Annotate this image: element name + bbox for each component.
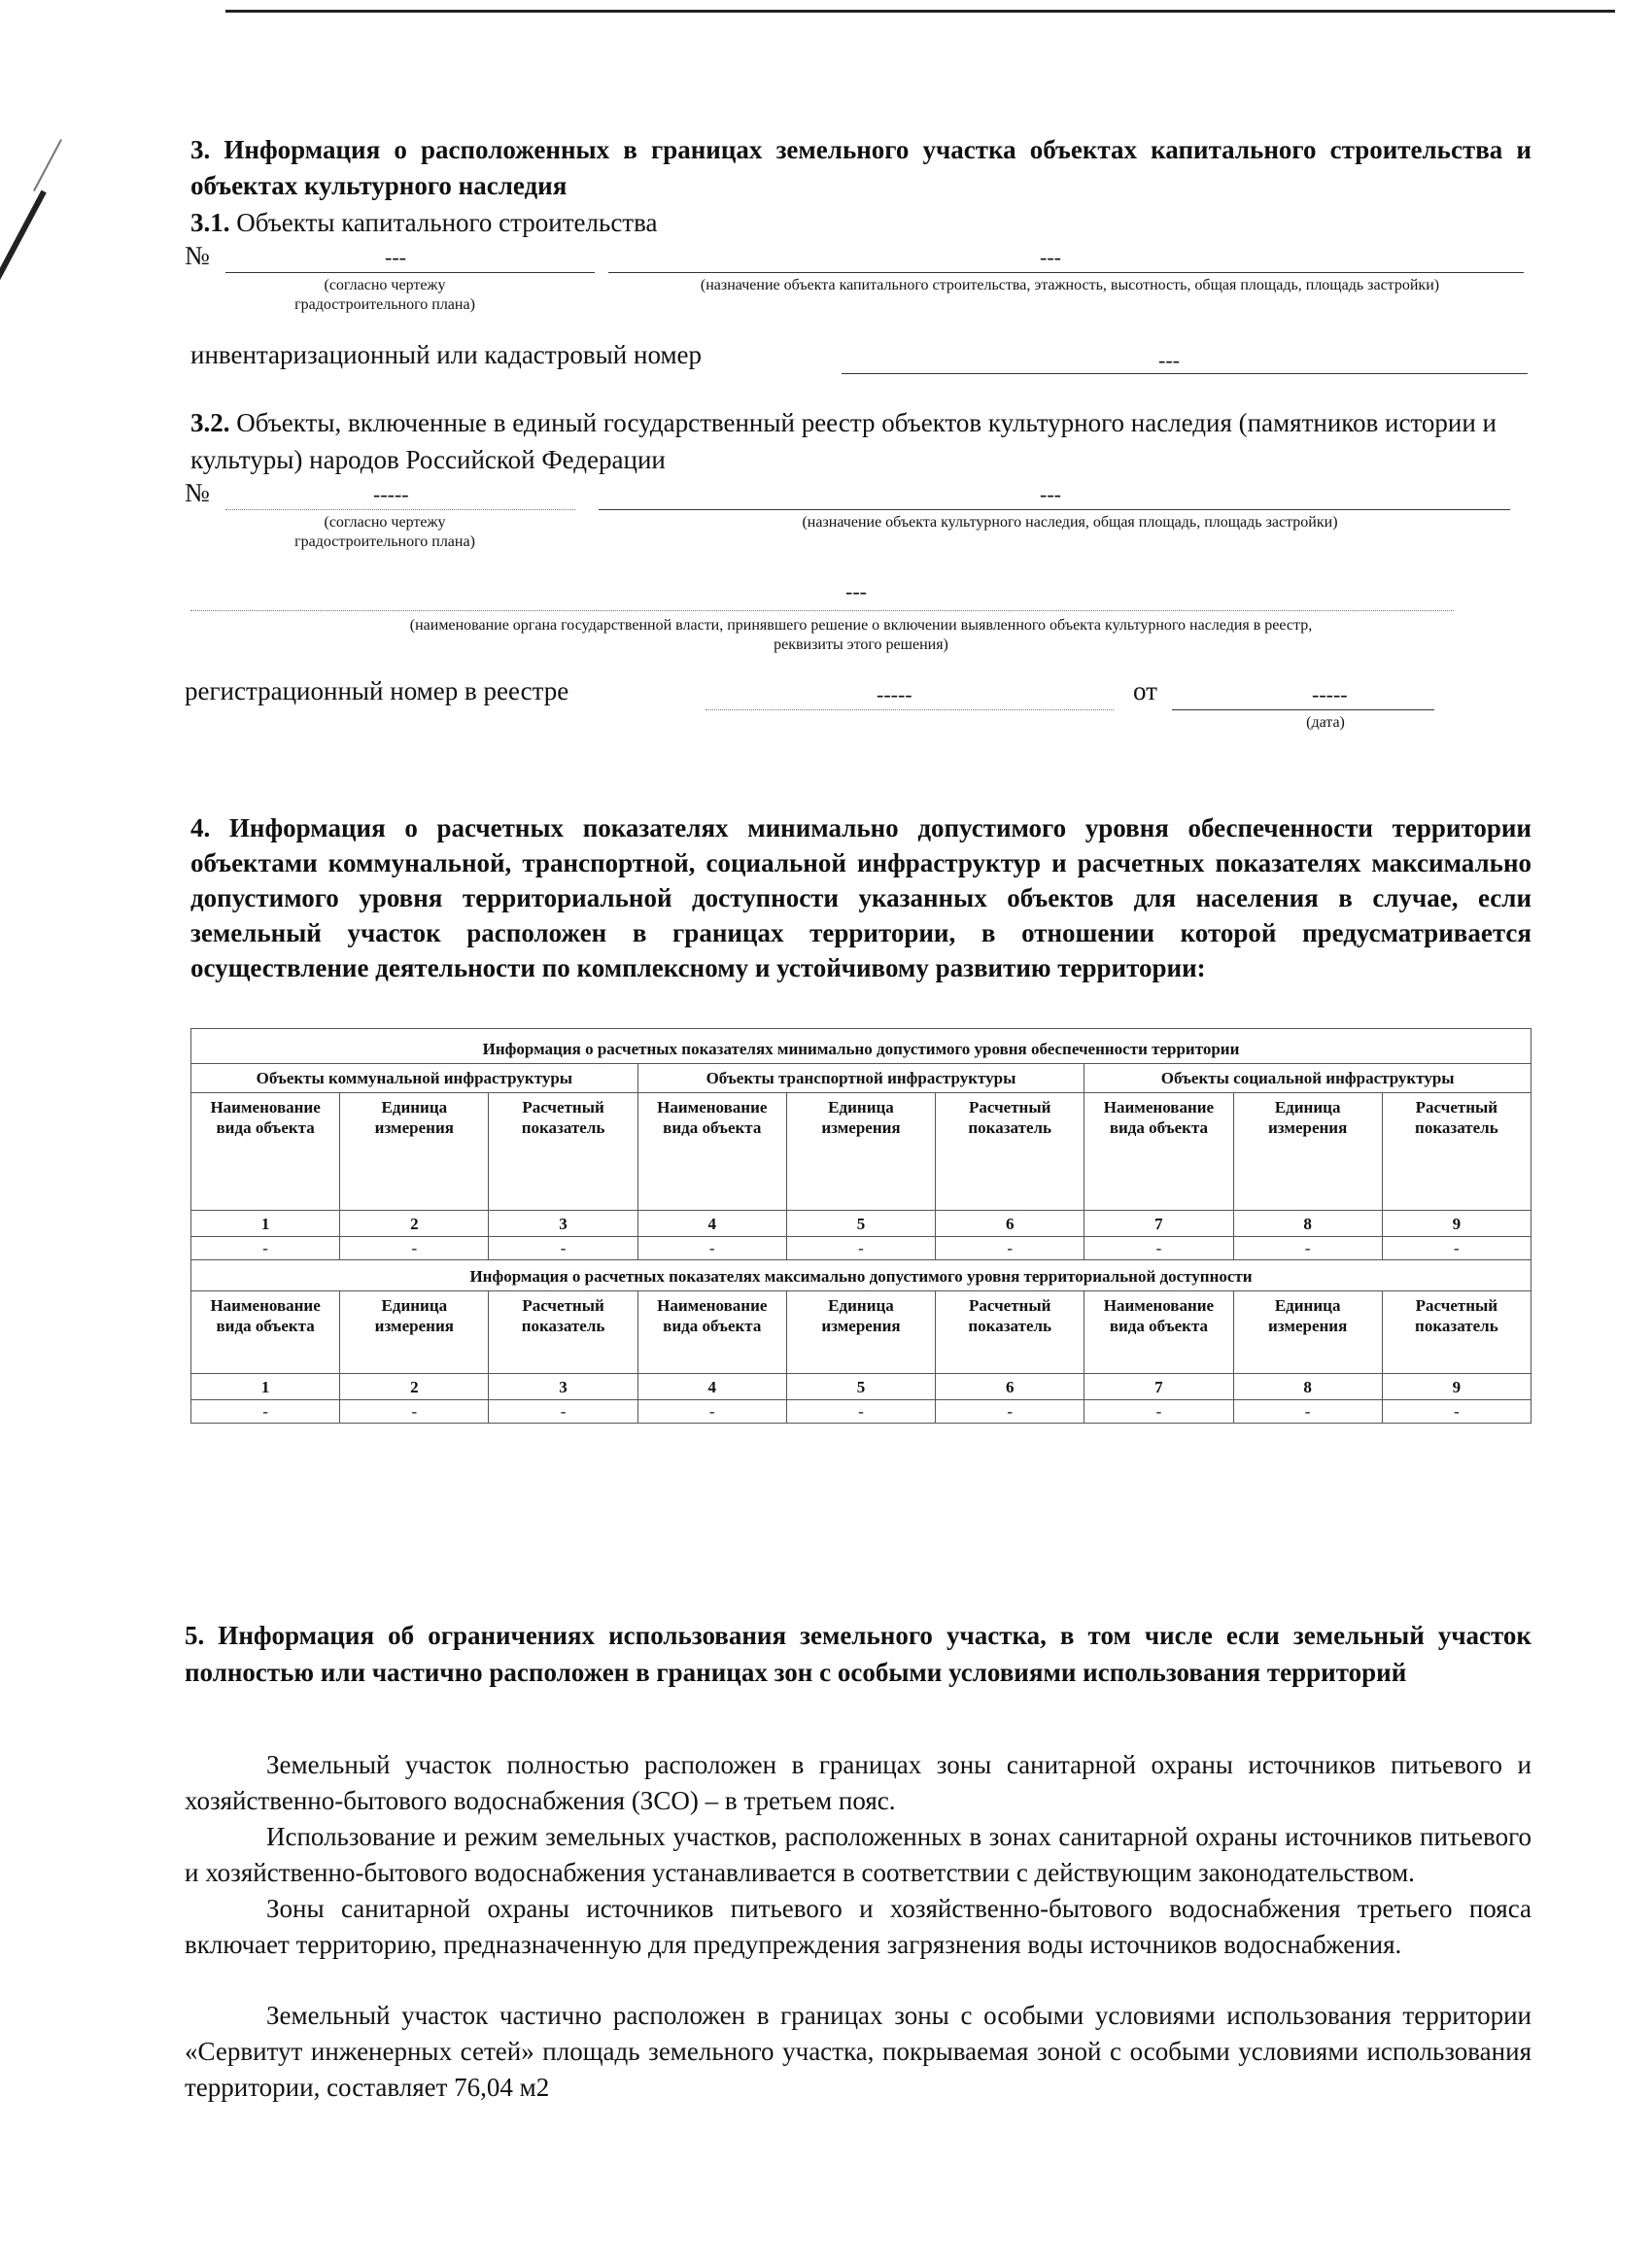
paragraph: Земельный участок частично расположен в границах зоны с особыми условиями использования территории «Сервитут инженерных сетей» площадь земельного участка, покрываемая зоной с особыми условиями использования территории, составляет 76,04 м2 [185,2001,1532,2102]
table-title-min: Информация о расчетных показателях минимально допустимого уровня обеспеченности территории [191,1029,1532,1064]
table-cell-value: - [1233,1400,1382,1424]
heritage-number-fill-line [225,509,575,510]
table-row-headers-min [191,1093,1532,1211]
col-number: 8 [1233,1374,1382,1400]
heritage-number-sign: № [185,478,210,507]
inventory-value: --- [1158,348,1180,372]
inventory-number-row [190,338,1532,381]
table-row-values-max [191,1400,1532,1424]
table-cell-value: - [1382,1237,1531,1260]
table-cell-value: - [637,1237,786,1260]
object-number-value: --- [385,245,406,269]
table-row-values-min [191,1237,1532,1260]
registry-date-value: ----- [1312,682,1348,706]
caption-object-purpose: (назначение объекта капитального строительства, этажность, высотность, общая площадь, площадь застройки) [700,277,1440,293]
table-cell-value: - [637,1400,786,1424]
inventory-fill-line [842,373,1528,374]
heritage-purpose-fill-line [599,509,1510,510]
inventory-label: инвентаризационный или кадастровый номер [190,340,703,369]
group-social: Объекты социальной инфраструктуры [1084,1064,1532,1093]
caption-government-organ: (наименование органа государственной власти, принявшего решение о включении выявленного объекта культурного наследия в реестр, реквизиты этого решения) [409,617,1313,653]
table-row-groups [191,1064,1532,1093]
government-organ-row [190,571,1532,616]
table-cell-value: - [340,1400,489,1424]
col-number: 9 [1382,1374,1531,1400]
group-transport: Объекты транспортной инфраструктуры [637,1064,1084,1093]
col-number: 3 [489,1211,637,1237]
purpose-fill-line [608,272,1524,273]
table-cell-value: - [936,1400,1084,1424]
table-cell-value: - [786,1237,935,1260]
table-cell-value: - [340,1237,489,1260]
table-cell-value: - [191,1237,340,1260]
section-5 [185,1617,1532,2106]
table-cell-value: - [1233,1237,1382,1260]
table-cell-value: - [1084,1237,1233,1260]
heritage-caption-plan-drawing: (согласно чертежу градостроительного плана) [294,514,475,550]
date-fill-line [1172,709,1434,710]
col-number: 4 [637,1211,786,1237]
table-cell-value: - [489,1237,637,1260]
subsection-3-1-number: 3.1. [190,208,230,237]
table-row-title-min [191,1029,1532,1064]
col-number: 5 [786,1211,935,1237]
scan-mark-faint [33,139,62,191]
col-number: 6 [936,1374,1084,1400]
col-calc-1: Расчетный показатель [489,1093,637,1211]
col-number: 2 [340,1211,489,1237]
paragraph: Использование и режим земельных участков, расположенных в зонах санитарной охраны источников питьевого и хозяйственно-бытового водоснабжения устанавливается в соответствии с действующим законодательством. [185,1822,1532,1887]
col-name-1: Наименование вида объекта [191,1291,340,1374]
paragraph: Зоны санитарной охраны источников питьевого и хозяйственно-бытового водоснабжения третьего пояса включает территорию, предназначенную для предупреждения загрязнения воды источников водоснабжения. [185,1894,1532,1959]
table-cell-value: - [786,1400,935,1424]
registry-number-label: регистрационный номер в реестре [185,676,569,705]
section-3 [185,132,1532,731]
col-calc-2: Расчетный показатель [936,1093,1084,1211]
subsection-3-2-title [190,404,1532,478]
col-number: 8 [1233,1211,1382,1237]
table-cell-value: - [1084,1400,1233,1424]
col-unit-2: Единица измерения [786,1291,935,1374]
top-border-line [225,10,1615,13]
paragraph: Земельный участок полностью расположен в границах зоны санитарной охраны источников питьевого и хозяйственно-бытового водоснабжения (ЗСО) – в третьем пояс. [185,1750,1532,1815]
col-calc-2: Расчетный показатель [936,1291,1084,1374]
table-row-title-max [191,1260,1532,1291]
col-number: 9 [1382,1211,1531,1237]
col-unit-3: Единица измерения [1233,1093,1382,1211]
indicators-table [190,1028,1532,1424]
number-sign: № [185,241,210,270]
table-cell-value: - [191,1400,340,1424]
col-number: 7 [1084,1211,1233,1237]
col-calc-1: Расчетный показатель [489,1291,637,1374]
heritage-purpose-value: --- [1040,482,1061,506]
col-number: 7 [1084,1374,1233,1400]
table-cell-value: - [1382,1400,1531,1424]
col-number: 4 [637,1374,786,1400]
scan-mark [0,190,47,296]
section-3-heading: 3. Информация о расположенных в границах земельного участка объектах капитального строительства и объектах культурного наследия [190,135,1532,200]
col-number: 3 [489,1374,637,1400]
capital-object-captions [190,274,1532,328]
col-name-3: Наименование вида объекта [1084,1093,1233,1211]
col-unit-1: Единица измерения [340,1093,489,1211]
col-name-2: Наименование вида объекта [637,1291,786,1374]
subsection-3-1-title [190,204,1532,241]
section-5-heading: 5. Информация об ограничениях использования земельного участка, в том числе если земельный участок полностью или частично расположен в границах зон с особыми условиями использования территорий [185,1621,1532,1687]
subsection-3-1-label: Объекты капитального строительства [236,208,658,237]
col-unit-1: Единица измерения [340,1291,489,1374]
government-organ-fill-line [190,610,1454,611]
col-calc-3: Расчетный показатель [1382,1291,1531,1374]
table-cell-value: - [489,1400,637,1424]
registry-number-row [185,672,1532,731]
government-organ-value: --- [845,579,867,603]
col-number: 6 [936,1211,1084,1237]
table-row-headers-max [191,1291,1532,1374]
col-number: 5 [786,1374,935,1400]
group-communal: Объекты коммунальной инфраструктуры [191,1064,638,1093]
col-number: 2 [340,1374,489,1400]
heritage-object-captions [190,511,1532,566]
date-caption: (дата) [1306,714,1345,731]
table-row-numbers-max [191,1374,1532,1400]
col-number: 1 [191,1374,340,1400]
heritage-object-number-row [185,478,1532,511]
table-title-max: Информация о расчетных показателях максимально допустимого уровня территориальной доступности [191,1260,1532,1291]
heritage-caption-purpose: (назначение объекта культурного наследия, общая площадь, площадь застройки) [802,514,1338,531]
col-unit-3: Единица измерения [1233,1291,1382,1374]
col-name-3: Наименование вида объекта [1084,1291,1233,1374]
col-unit-2: Единица измерения [786,1093,935,1211]
subsection-3-2-number: 3.2. [190,408,230,437]
registry-number-fill-line [706,709,1114,710]
col-number: 1 [191,1211,340,1237]
section-5-body [185,1747,1532,2106]
registry-number-value: ----- [877,682,912,706]
col-name-1: Наименование вида объекта [191,1093,340,1211]
number-fill-line [225,272,595,273]
table-row-numbers-min [191,1211,1532,1237]
col-calc-3: Расчетный показатель [1382,1093,1531,1211]
table-cell-value: - [936,1237,1084,1260]
col-name-2: Наименование вида объекта [637,1093,786,1211]
section-4-heading: 4. Информация о расчетных показателях минимально допустимого уровня обеспеченности территории объектами коммунальной, транспортной, социальной инфраструктур и расчетных показателях максимально допустимого уровня территориальной доступности указанных объектов для населения в случае, если земельный участок расположен в границах территории, в отношении которой предусматривается осуществление деятельности по комплексному и устойчивому развитию территории: [190,813,1532,982]
section-4 [190,810,1532,1424]
capital-object-number-row [185,241,1532,274]
caption-plan-drawing: (согласно чертежу градостроительного плана) [294,277,475,313]
heritage-number-value: ----- [373,482,409,506]
from-label: от [1133,676,1157,705]
object-purpose-value: --- [1040,245,1061,269]
subsection-3-2-label: Объекты, включенные в единый государственный реестр объектов культурного наследия (памятников истории и культуры) народов Российской Федерации [190,408,1497,474]
